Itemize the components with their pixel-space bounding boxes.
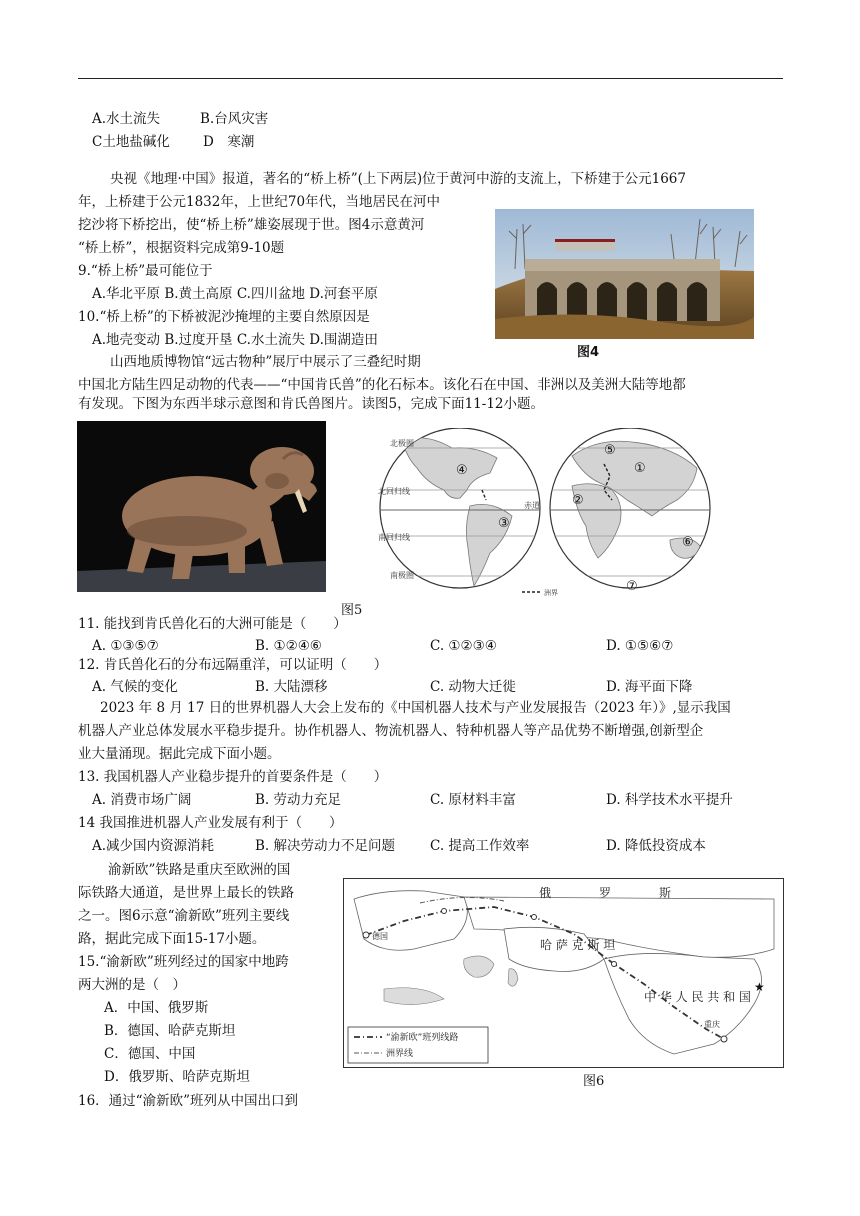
beijing-star-icon: ★	[754, 980, 765, 994]
header-rule	[78, 78, 783, 79]
china-label: 中 华 人 民 共 和 国	[644, 990, 751, 1004]
bridge-text-line1: 央视《地理·中国》报道，著名的“桥上桥”(上下两层)位于黄河中游的支流上，下桥建于公元1667	[110, 171, 686, 187]
continent-4-label: ④	[456, 463, 468, 478]
robot-text-line3: 业大量涌现。据此完成下面小题。	[78, 746, 281, 762]
bridge-photo	[495, 209, 754, 339]
q15-option-d: D．俄罗斯、哈萨克斯坦	[104, 1069, 250, 1085]
q14-stem: 14 我国推进机器人产业发展有利于（ ）	[78, 815, 343, 831]
continent-boundary-legend: 洲界	[544, 589, 558, 597]
q14-option-b: B. 解决劳动力不足问题	[255, 838, 396, 854]
q15-option-b: B．德国、哈萨克斯坦	[104, 1023, 236, 1039]
q11-option-d: D. ①⑤⑥⑦	[606, 638, 674, 654]
germany-label: 德国	[372, 932, 388, 941]
q12-stem: 12. 肯氏兽化石的分布远隔重洋，可以证明（ ）	[78, 657, 388, 673]
continent-3-label: ③	[498, 516, 510, 531]
fig4-caption: 图4	[577, 345, 600, 360]
chongqing-label: 重庆	[704, 1020, 720, 1029]
q13-option-c: C. 原材料丰富	[430, 792, 516, 808]
tropic-capricorn-label: 南回归线	[378, 533, 410, 542]
russia-label: 俄 罗 斯	[539, 886, 672, 900]
q14-option-d: D. 降低投资成本	[606, 838, 706, 854]
q15-option-a: A．中国、俄罗斯	[104, 1000, 209, 1016]
north-polar-label: 北极圈	[390, 439, 414, 448]
q8-option-a: A.水土流失	[92, 111, 161, 127]
continent-1-label: ①	[634, 461, 646, 476]
bridge-text-line3: 挖沙将下桥挖出，使“桥上桥”雄姿展现于世。图4示意黄河	[78, 217, 425, 233]
robot-text-line2: 机器人产业总体发展水平稳步提升。协作机器人、物流机器人、特种机器人等产品优势不断增强,创新型企	[78, 723, 704, 739]
bridge-text-line4: “桥上桥”，根据资料完成第9-10题	[78, 240, 285, 256]
kazakhstan-label: 哈 萨 克 斯 坦	[540, 938, 616, 952]
q8-option-b: B.台风灾害	[200, 111, 269, 127]
q11-option-b: B. ①②④⑥	[255, 638, 322, 654]
fossil-text-line3: 有发现。下图为东西半球示意图和肯氏兽图片。读图5，完成下面11-12小题。	[78, 396, 545, 412]
q12-option-d: D. 海平面下降	[606, 679, 693, 695]
q12-option-a: A. 气候的变化	[92, 679, 178, 695]
tropic-cancer-label: 北回归线	[378, 487, 410, 496]
q9-stem: 9.“桥上桥”最可能位于	[78, 263, 213, 279]
q10-stem: 10.“桥上桥”的下桥被泥沙掩埋的主要自然原因是	[78, 309, 370, 325]
q10-options: A.地壳变动 B.过度开垦 C.水土流失 D.围湖造田	[92, 332, 378, 348]
legend-route-label: “渝新欧”班列线路	[386, 1033, 459, 1043]
q15-stem-line2: 两大洲的是（ ）	[78, 977, 186, 993]
rail-text-line2: 际铁路大通道，是世界上最长的铁路	[78, 885, 294, 901]
q12-option-c: C. 动物大迁徙	[430, 679, 516, 695]
q13-option-d: D. 科学技术水平提升	[606, 792, 733, 808]
route-map	[343, 878, 784, 1068]
legend-boundary-label: 洲界线	[386, 1049, 414, 1059]
continent-7-label: ⑦	[626, 579, 638, 594]
continent-6-label: ⑥	[682, 535, 694, 550]
q9-options: A.华北平原 B.黄土高原 C.四川盆地 D.河套平原	[92, 286, 378, 302]
q13-option-b: B. 劳动力充足	[255, 792, 342, 808]
q14-option-c: C. 提高工作效率	[430, 838, 530, 854]
q11-option-a: A. ①③⑤⑦	[92, 638, 159, 654]
fig5-caption: 图5	[341, 603, 363, 618]
q8-option-d: D 寒潮	[203, 134, 255, 150]
robot-text-line1: 2023 年 8 月 17 日的世界机器人大会上发布的《中国机器人技术与产业发展报告（2023 年）》,显示我国	[100, 700, 731, 716]
fig6-caption: 图6	[583, 1074, 605, 1089]
q15-option-c: C．德国、中国	[104, 1046, 196, 1062]
hemispheres-map	[372, 428, 720, 598]
rail-text-line3: 之一。图6示意“渝新欧”班列主要线	[78, 908, 290, 924]
rail-text-line1: 渝新欧”铁路是重庆至欧洲的国	[108, 862, 291, 878]
q11-stem: 11. 能找到肯氏兽化石的大洲可能是（ ）	[78, 616, 347, 632]
q13-stem: 13. 我国机器人产业稳步提升的首要条件是（ ）	[78, 769, 388, 785]
q13-option-a: A. 消费市场广阔	[92, 792, 192, 808]
rail-text-line4: 路，据此完成下面15-17小题。	[78, 931, 266, 947]
fossil-text-line2: 中国北方陆生四足动物的代表——“中国肯氏兽”的化石标本。该化石在中国、非洲以及美洲大陆等地都	[78, 377, 686, 393]
continent-5-label: ⑤	[604, 443, 616, 458]
continent-2-label: ②	[572, 493, 584, 508]
bridge-text-line2: 年，上桥建于公元1832年，上世纪70年代，当地居民在河中	[78, 194, 441, 210]
q8-option-c: C土地盐碱化	[92, 134, 170, 150]
south-polar-label: 南极圈	[390, 571, 414, 580]
q11-option-c: C. ①②③④	[430, 638, 497, 654]
q14-option-a: A.减少国内资源消耗	[92, 838, 215, 854]
q16-stem: 16．通过“渝新欧”班列从中国出口到	[78, 1093, 298, 1109]
q12-option-b: B. 大陆漂移	[255, 679, 328, 695]
q15-stem-line1: 15.“渝新欧”班列经过的国家中地跨	[78, 954, 289, 970]
fossil-photo	[77, 421, 326, 592]
equator-label: 赤道	[524, 501, 540, 510]
fossil-text-line1: 山西地质博物馆“远古物种”展厅中展示了三叠纪时期	[110, 354, 421, 370]
